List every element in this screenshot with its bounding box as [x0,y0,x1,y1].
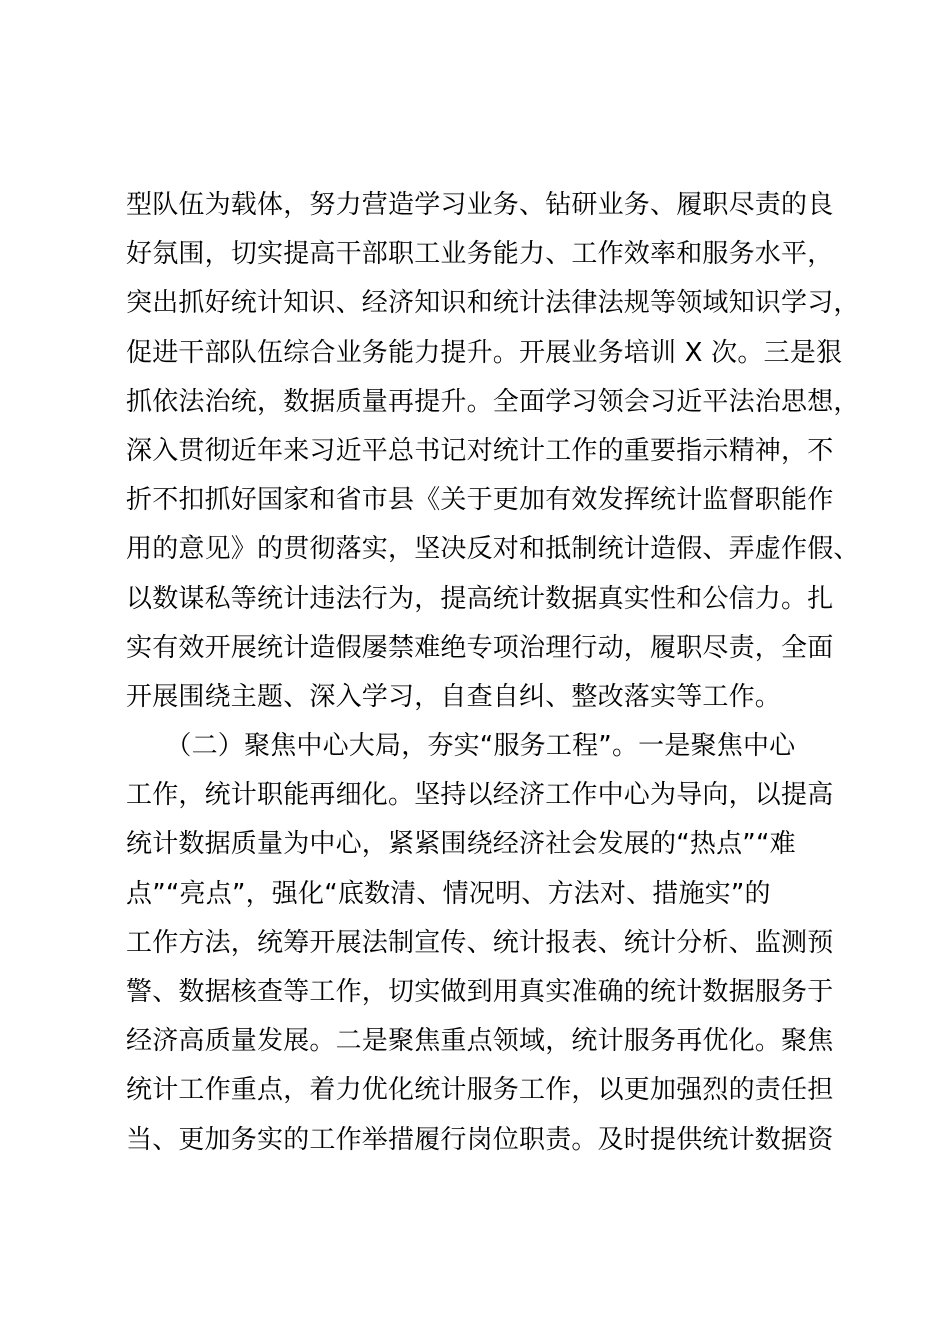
body-text [126,181,860,1165]
text-line: 点”“亮点”，强化“底数清、情况明、方法对、措施实”的 [126,878,771,909]
text-line: 促进干部队伍综合业务能力提升。开展业务培训 X 次。三是狠 [126,337,843,368]
text-line: 深入贯彻近年来习近平总书记对统计工作的重要指示精神，不 [126,435,834,466]
text-line: 抓依法治统，数据质量再提升。全面学习领会习近平法治思想， [126,386,860,417]
text-line: 统计工作重点，着力优化统计服务工作，以更加强烈的责任担 [126,1075,834,1106]
text-line: 经济高质量发展。二是聚焦重点领域，统计服务再优化。聚焦 [126,1026,834,1057]
text-line: 以数谋私等统计违法行为，提高统计数据真实性和公信力。扎 [126,583,834,614]
text-line: 当、更加务实的工作举措履行岗位职责。及时提供统计数据资 [126,1124,834,1155]
text-line: 统计数据质量为中心，紧紧围绕经济社会发展的“热点”“难 [126,829,796,860]
text-line: 型队伍为载体，努力营造学习业务、钻研业务、履职尽责的良 [126,190,834,220]
text-line: 工作，统计职能再细化。坚持以经济工作中心为导向，以提高 [126,780,834,811]
text-line: 警、数据核查等工作，切实做到用真实准确的统计数据服务于 [126,977,834,1007]
text-line: 工作方法，统筹开展法制宣传、统计报表、统计分析、监测预 [126,927,834,958]
text-line: 实有效开展统计造假屡禁难绝专项治理行动，履职尽责，全面 [126,632,834,663]
text-line: 好氛围，切实提高干部职工业务能力、工作效率和服务水平， [126,239,834,270]
text-line: 开展围绕主题、深入学习，自查自纠、整改落实等工作。 [126,681,782,712]
text-line: 用的意见》的贯彻落实，坚决反对和抵制统计造假、弄虚作假、 [126,534,860,565]
text-line: 突出抓好统计知识、经济知识和统计法律法规等领域知识学习， [126,288,860,319]
section-heading-line: （二）聚焦中心大局，夯实“服务工程”。一是聚焦中心 [126,731,796,762]
text-line: 折不扣抓好国家和省市县《关于更加有效发挥统计监督职能作 [126,485,834,516]
